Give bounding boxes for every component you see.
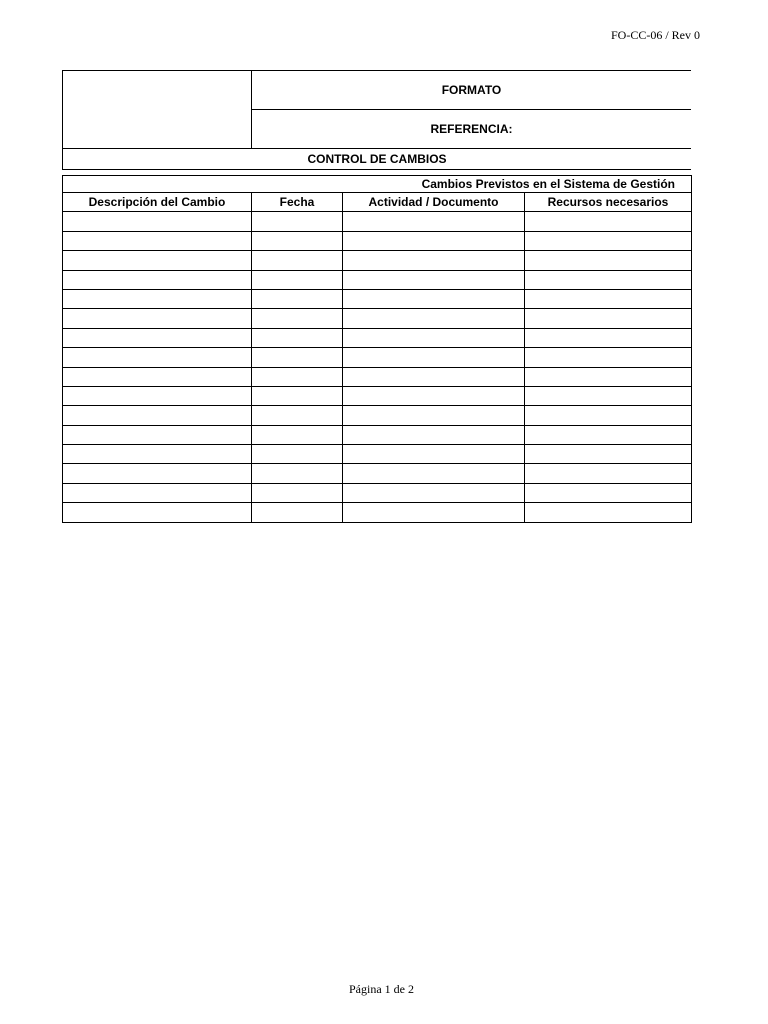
table-cell[interactable] [525,464,692,483]
column-header-recursos: Recursos necesarios [525,193,692,212]
table-cell[interactable] [525,289,692,308]
table-cell[interactable] [525,328,692,347]
table-cell[interactable] [343,270,525,289]
table-cell[interactable] [343,464,525,483]
table-cell[interactable] [63,251,252,270]
table-cell[interactable] [525,386,692,405]
table-cell[interactable] [525,425,692,444]
table-cell[interactable] [63,231,252,250]
section-title: Cambios Previstos en el Sistema de Gestión [63,176,692,193]
table-row [63,425,692,444]
table-cell[interactable] [343,251,525,270]
table-cell[interactable] [525,445,692,464]
table-cell[interactable] [343,367,525,386]
referencia-label: REFERENCIA: [430,122,513,136]
table-cell[interactable] [343,425,525,444]
table-row [63,270,692,289]
table-cell[interactable] [525,348,692,367]
table-cell[interactable] [63,309,252,328]
logo-cell [63,71,252,148]
table-cell[interactable] [525,309,692,328]
table-cell[interactable] [343,483,525,502]
table-cell[interactable] [343,386,525,405]
table-cell[interactable] [252,289,343,308]
table-cell[interactable] [252,425,343,444]
table-cell[interactable] [525,367,692,386]
table-cell[interactable] [525,212,692,231]
table-cell[interactable] [252,309,343,328]
table-row [63,309,692,328]
table-cell[interactable] [525,251,692,270]
table-cell[interactable] [252,503,343,522]
table-cell[interactable] [63,386,252,405]
table-cell[interactable] [252,212,343,231]
table-cell[interactable] [63,425,252,444]
table-cell[interactable] [343,231,525,250]
table-row [63,386,692,405]
table-cell[interactable] [63,289,252,308]
table-cell[interactable] [343,503,525,522]
table-cell[interactable] [252,386,343,405]
table-cell[interactable] [63,328,252,347]
column-header-actividad: Actividad / Documento [343,193,525,212]
table-cell[interactable] [525,406,692,425]
table-cell[interactable] [252,270,343,289]
table-cell[interactable] [63,406,252,425]
table-cell[interactable] [63,367,252,386]
table-cell[interactable] [343,348,525,367]
table-cell[interactable] [63,503,252,522]
document-code: FO-CC-06 / Rev 0 [611,28,701,42]
table-cell[interactable] [343,406,525,425]
table-cell[interactable] [343,445,525,464]
column-header-fecha: Fecha [252,193,343,212]
changes-table [62,175,692,523]
table-cell[interactable] [252,231,343,250]
table-cell[interactable] [252,406,343,425]
table-cell[interactable] [525,503,692,522]
table-cell[interactable] [252,445,343,464]
table-cell[interactable] [252,328,343,347]
table-row [63,231,692,250]
table-cell[interactable] [252,251,343,270]
table-row [63,328,692,347]
table-cell[interactable] [343,212,525,231]
table-cell[interactable] [63,212,252,231]
table-row [63,212,692,231]
table-cell[interactable] [252,483,343,502]
table-row [63,251,692,270]
table-cell[interactable] [525,483,692,502]
table-row [63,289,692,308]
table-cell[interactable] [252,367,343,386]
column-header-descripcion: Descripción del Cambio [63,193,252,212]
table-cell[interactable] [252,464,343,483]
formato-label: FORMATO [252,71,691,110]
table-cell[interactable] [343,309,525,328]
table-row [63,445,692,464]
page-number: Página 1 de 2 [349,982,414,996]
table-row [63,367,692,386]
control-title: CONTROL DE CAMBIOS [63,148,691,168]
table-cell[interactable] [63,483,252,502]
table-cell[interactable] [63,464,252,483]
table-body [63,212,692,522]
table-cell[interactable] [252,348,343,367]
table-cell[interactable] [525,231,692,250]
table-row [63,503,692,522]
table-row [63,406,692,425]
table-cell[interactable] [63,348,252,367]
table-cell[interactable] [343,328,525,347]
header-box [62,70,691,170]
table-cell[interactable] [63,445,252,464]
table-cell[interactable] [343,289,525,308]
table-row [63,348,692,367]
table-row [63,464,692,483]
table-cell[interactable] [525,270,692,289]
table-cell[interactable] [63,270,252,289]
table-row [63,483,692,502]
